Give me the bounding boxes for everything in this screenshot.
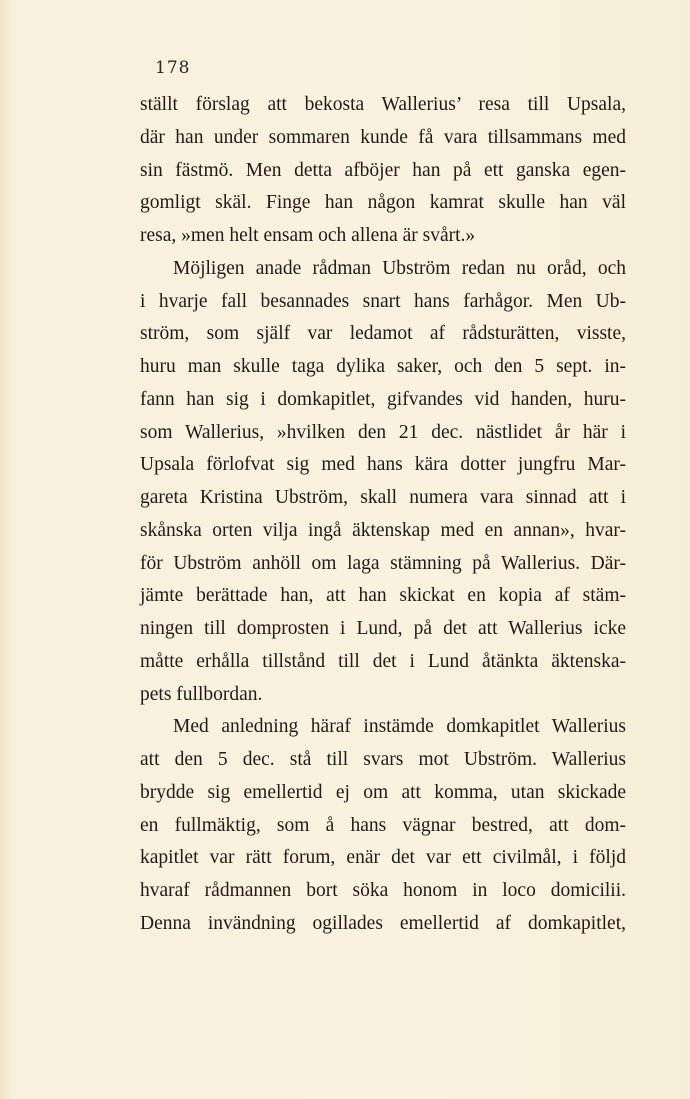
text-line: hvaraf rådmannen bort söka honom in loco domicilii.	[140, 880, 626, 901]
text-line: huru man skulle taga dylika saker, och den 5 sept. in-	[140, 356, 626, 377]
text-line: i hvarje fall besannades snart hans farhågor. Men Ub-	[140, 290, 626, 312]
text-line: som Wallerius, »hvilken den 21 dec. nästlidet år här i	[140, 421, 626, 443]
text-line: Möjligen anade rådman Ubström redan nu oråd, och	[173, 257, 626, 279]
text-line: där han under sommaren kunde få vara tillsammans med	[140, 126, 626, 148]
text-line: sin fästmö. Men detta afböjer han på ett ganska egen-	[140, 159, 626, 181]
text-line: jämte berättade han, att han skickat en kopia af stäm-	[140, 585, 626, 607]
text-line: måtte erhålla tillstånd till det i Lund åtänkta äktenska-	[140, 650, 626, 672]
text-line: för Ubström anhöll om laga stämning på Wallerius. Där-	[140, 552, 626, 574]
text-line: resa, »men helt ensam och allena är svårt.»	[140, 225, 476, 246]
text-line: Med anledning häraf instämde domkapitlet Wallerius	[173, 716, 626, 738]
text-line: brydde sig emellertid ej om att komma, utan skickade	[140, 781, 626, 803]
text-line: Denna invändning ogillades emellertid af domkapitlet,	[140, 912, 626, 934]
text-line: gareta Kristina Ubström, skall numera vara sinnad att i	[140, 487, 626, 508]
text-line: ningen till domprosten i Lund, på det att Wallerius icke	[140, 618, 626, 639]
text-line: ström, som själf var ledamot af rådsturätten, visste,	[140, 323, 626, 345]
text-line: en fullmäktig, som å hans vägnar bestred, att dom-	[140, 814, 626, 836]
text-line: att den 5 dec. stå till svars mot Ubström. Wallerius	[140, 749, 626, 770]
text-line: fann han sig i domkapitlet, gifvandes vid handen, huru-	[140, 388, 626, 410]
text-line: skånska orten vilja ingå äktenskap med en annan», hvar-	[140, 519, 626, 541]
body-text	[140, 89, 626, 941]
text-line: Upsala förlofvat sig med hans kära dotter jungfru Mar-	[140, 454, 626, 476]
text-line: gomligt skäl. Finge han någon kamrat skulle han väl	[140, 192, 626, 214]
text-line: pets fullbordan.	[140, 683, 263, 705]
text-line: ställt förslag att bekosta Wallerius’ resa till Upsala,	[140, 94, 626, 115]
text-line: kapitlet var rätt forum, enär det var ett civilmål, i följd	[140, 847, 626, 869]
page-number: 178	[155, 58, 191, 78]
